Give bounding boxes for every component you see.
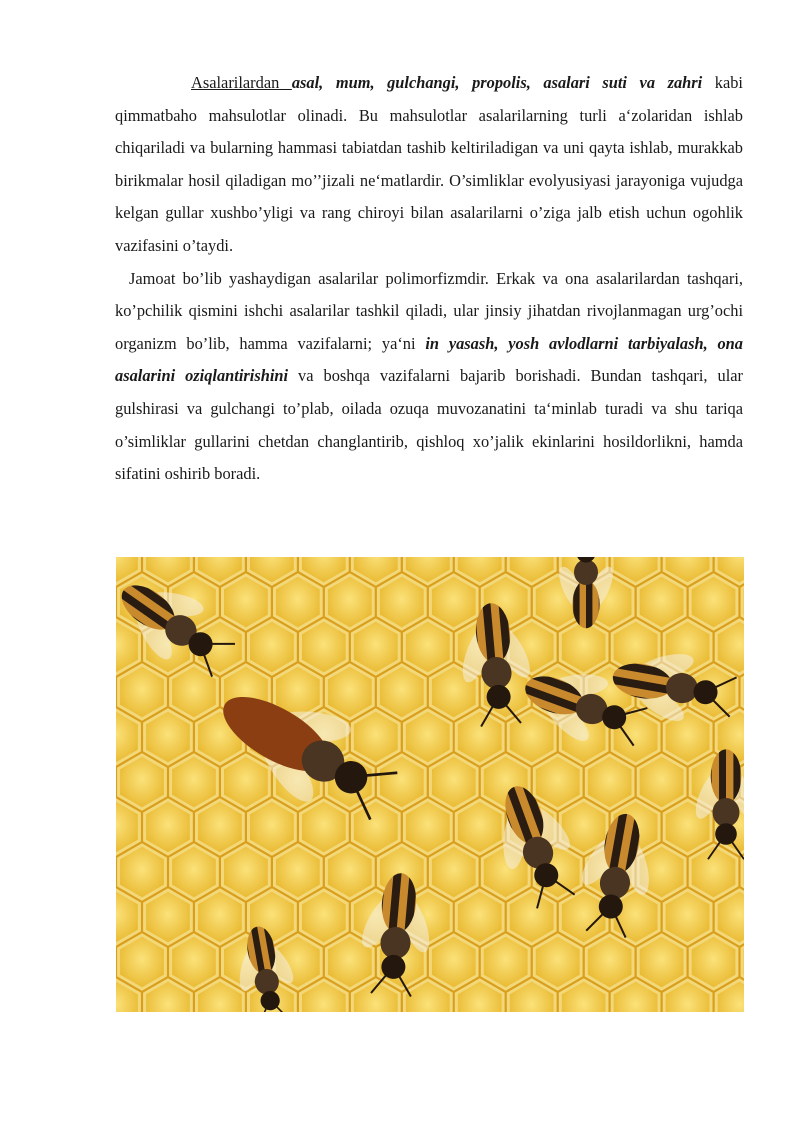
comb-cell: [456, 710, 503, 764]
paragraph-1: [115, 67, 743, 263]
bees-photo: [116, 557, 744, 1012]
comb-cell: [638, 755, 685, 809]
comb-cell: [404, 710, 451, 764]
comb-cell: [586, 935, 633, 989]
comb-cell: [145, 890, 192, 944]
comb-cell: [145, 710, 192, 764]
comb-cell: [404, 620, 451, 674]
body-text: [115, 67, 743, 491]
comb-cell: [404, 800, 451, 854]
comb-cell: [664, 890, 711, 944]
comb-cell: [171, 845, 218, 899]
comb-cell: [456, 890, 503, 944]
comb-cell: [690, 575, 737, 629]
comb-cell: [690, 845, 737, 899]
comb-cell: [171, 755, 218, 809]
comb-cell: [456, 800, 503, 854]
comb-cell: [249, 620, 296, 674]
comb-cell: [560, 620, 607, 674]
comb-cell: [301, 800, 348, 854]
comb-cell: [223, 845, 270, 899]
comb-cell: [586, 755, 633, 809]
comb-cell: [430, 575, 477, 629]
comb-cell: [119, 935, 166, 989]
comb-cell: [326, 575, 373, 629]
comb-cell: [352, 800, 399, 854]
comb-cell: [352, 620, 399, 674]
comb-cell: [119, 665, 166, 719]
comb-cell: [430, 935, 477, 989]
paragraph-2-start: Jamoat bo’lib yashaydigan asalarilar polimorfizmdir. Erkak va ona asalarilardan tashqari, ko’pchilik qismini ishchi asalarilar tashkil qiladi, ular jinsiy jihatdan rivojlanmagan urg’ochi organizm bo’lib, hamma vazifalarni; ya‘ni: [115, 268, 743, 353]
comb-cell: [352, 710, 399, 764]
worker-duties: in yasash, yosh avlodlarni tarbiyalash, ona asalarini oziqlantirishini: [115, 333, 743, 386]
comb-cell: [690, 935, 737, 989]
comb-cell: [301, 620, 348, 674]
lead-word: Asalarilardan: [191, 73, 292, 92]
paragraph-2: [115, 263, 743, 491]
comb-cell: [223, 575, 270, 629]
products-list: asal, mum, gulchangi, propolis, asalari suti va zahri: [291, 73, 703, 92]
comb-cell: [119, 755, 166, 809]
comb-cell: [534, 755, 581, 809]
paragraph-2-end: va boshqa vazifalarni bajarib borishadi. Bundan tashqari, ular gulshirasi va gulchangi to’plab, oilada ozuqa muvozanatini ta‘minlab turadi va shu tariqa o’simliklar gullarini chetdan changlantirib, qishloq xo’jalik ekinlarini hosildorlikni, hamda sifatini oshirib boradi.: [115, 366, 743, 484]
comb-cell: [171, 935, 218, 989]
comb-cell: [145, 800, 192, 854]
paragraph-1-rest: kabi qimmatbaho mahsulotlar olinadi. Bu mahsulotlar asalarilarning turli a‘zolaridan ishlab chiqariladi va bularning hammasi tabiatdan tashib keltiriladigan va uni qayta ishlab, murakkab birikmalar hosil qiladigan mo’’jizali ne‘matlardir. O’simliklar evolyusiyasi jarayoniga vujudga kelgan gullar xushbo’yligi va rang chiroyi bilan asalarilarni o’ziga jalb etish uchun ogohlik vazifasini o’taydi.: [115, 73, 743, 255]
comb-cell: [301, 890, 348, 944]
comb-cell: [508, 710, 555, 764]
comb-cell: [326, 845, 373, 899]
comb-cell: [638, 575, 685, 629]
comb-cell: [508, 890, 555, 944]
comb-cell: [197, 800, 244, 854]
comb-cell: [430, 845, 477, 899]
comb-cell: [482, 935, 529, 989]
comb-cell: [534, 935, 581, 989]
honeycomb-bees-illustration: [116, 557, 744, 1012]
comb-cell: [119, 845, 166, 899]
comb-cell: [326, 665, 373, 719]
comb-cell: [197, 890, 244, 944]
comb-cell: [638, 935, 685, 989]
comb-cell: [378, 755, 425, 809]
comb-cell: [275, 845, 322, 899]
comb-cell: [275, 575, 322, 629]
comb-cell: [378, 665, 425, 719]
comb-cell: [223, 755, 270, 809]
comb-cell: [430, 755, 477, 809]
comb-cell: [378, 575, 425, 629]
comb-cell: [249, 800, 296, 854]
